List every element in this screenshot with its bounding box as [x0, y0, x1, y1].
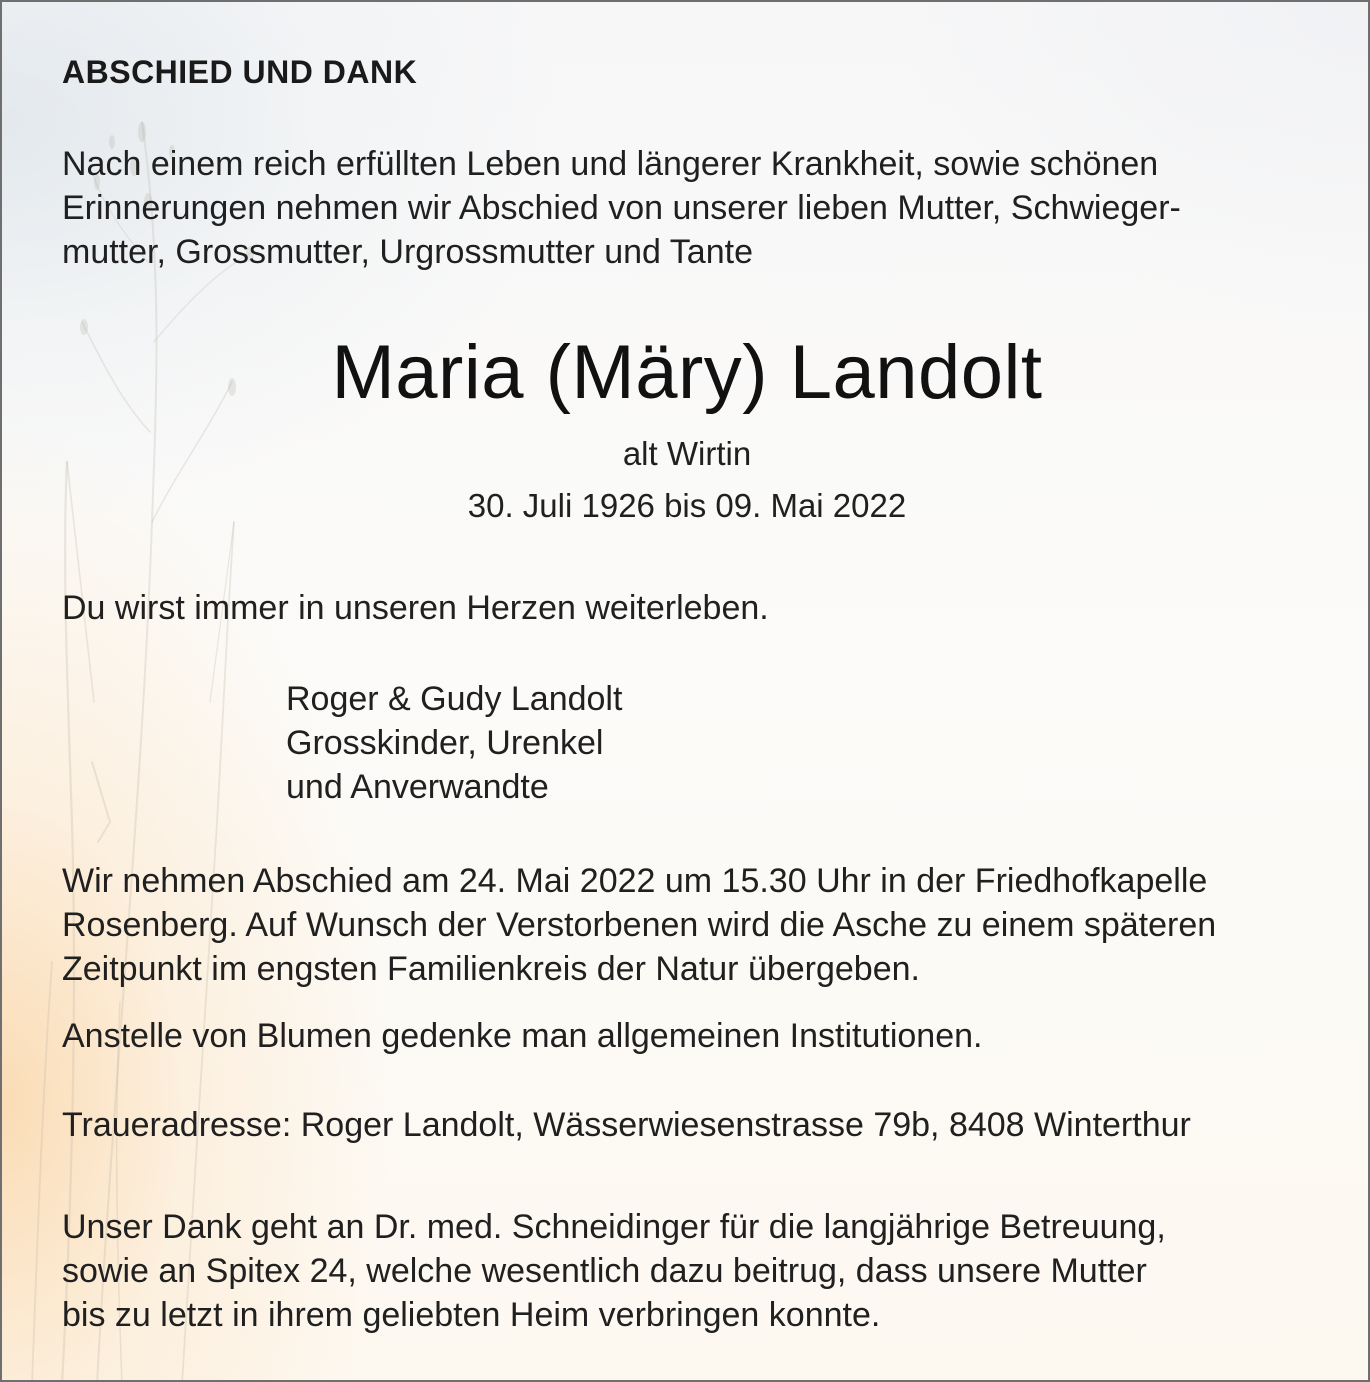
- ceremony-line: Zeitpunkt im engsten Familienkreis der Natur übergeben.: [62, 950, 920, 988]
- thanks-paragraph: [62, 1205, 1166, 1337]
- ceremony-line: Wir nehmen Abschied am 24. Mai 2022 um 15.30 Uhr in der Friedhofkapelle: [62, 862, 1208, 900]
- flowers-note: Anstelle von Blumen gedenke man allgemeinen Institutionen.: [62, 1017, 983, 1055]
- deceased-name: Maria (Märy) Landolt: [331, 330, 1043, 415]
- thanks-line: bis zu letzt in ihrem geliebten Heim verbringen konnte.: [62, 1296, 881, 1334]
- mourner-line: und Anverwandte: [286, 768, 549, 806]
- mourning-address: Traueradresse: Roger Landolt, Wässerwiesenstrasse 79b, 8408 Winterthur: [62, 1106, 1191, 1144]
- mourner-line: Roger & Gudy Landolt: [286, 680, 623, 718]
- mourners-list: [286, 677, 622, 809]
- ceremony-paragraph: [62, 859, 1216, 991]
- ceremony-line: Rosenberg. Auf Wunsch der Verstorbenen wird die Asche zu einem späteren: [62, 906, 1217, 944]
- deceased-title: alt Wirtin: [622, 435, 752, 472]
- intro-line: Nach einem reich erfüllten Leben und längerer Krankheit, sowie schönen: [62, 145, 1159, 183]
- intro-paragraph: [62, 142, 1181, 274]
- quote: Du wirst immer in unseren Herzen weiterleben.: [62, 589, 769, 627]
- thanks-line: sowie an Spitex 24, welche wesentlich dazu beitrug, dass unsere Mutter: [62, 1252, 1147, 1290]
- deceased-dates: 30. Juli 1926 bis 09. Mai 2022: [467, 487, 907, 524]
- intro-line: Erinnerungen nehmen wir Abschied von unserer lieben Mutter, Schwieger-: [62, 189, 1181, 227]
- mourner-line: Grosskinder, Urenkel: [286, 724, 604, 762]
- intro-line: mutter, Grossmutter, Urgrossmutter und Tante: [62, 233, 753, 271]
- thanks-line: Unser Dank geht an Dr. med. Schneidinger für die langjährige Betreuung,: [62, 1208, 1166, 1246]
- heading: ABSCHIED UND DANK: [62, 54, 418, 90]
